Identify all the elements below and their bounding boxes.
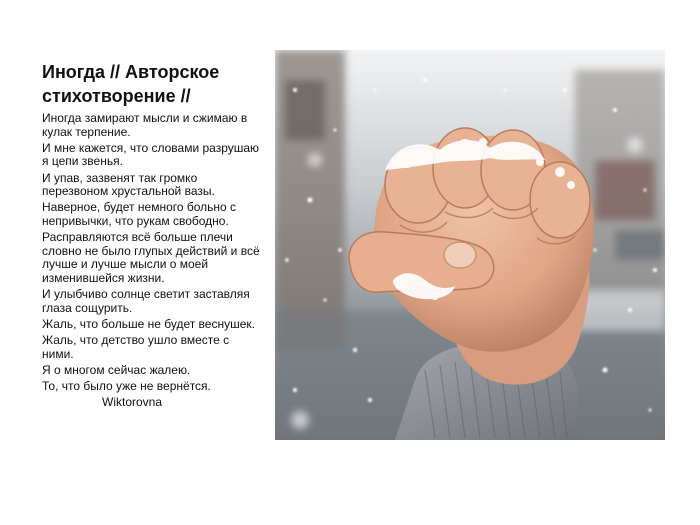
fist-illustration xyxy=(275,50,665,440)
poem-stanza-7: Жаль, что больше не будет веснушек. xyxy=(42,316,255,331)
poem-stanza-3: И упав, зазвенят так громко перезвоном хрустальной вазы. xyxy=(42,170,215,199)
thumbnail xyxy=(444,242,476,268)
poem-body xyxy=(42,112,264,412)
poem-stanza-1: Иногда замирают мысли и сжимаю в кулак терпение. xyxy=(42,111,248,139)
poem-stanza-10: То, что было уже не вернётся. xyxy=(42,379,211,394)
fist-photo xyxy=(275,50,665,440)
poem-stanza-6: И улыбчиво солнце светит заставляя глаза сощурить. xyxy=(42,287,250,315)
poem-stanza-9: Я о многом сейчас жалею. xyxy=(42,362,191,377)
poem-stanza-5: Расправляются всё больше плечи словно не было глупых действий и всё лучше и лучше мысли о моей изменившейся жизни. xyxy=(42,230,260,285)
poem-stanza-8: Жаль, что детство ушло вместе с ними. xyxy=(42,333,230,361)
poem-signature: Wiktorovna xyxy=(102,395,163,410)
poem-stanza-4: Наверное, будет немного больно с непривычки, что рукам свободно. xyxy=(42,200,237,228)
poem-title: Иногда // Авторское стихотворение // xyxy=(42,62,220,106)
poem-stanza-2: И мне кажется, что словами разрушаю я цепи звенья. xyxy=(42,140,260,169)
